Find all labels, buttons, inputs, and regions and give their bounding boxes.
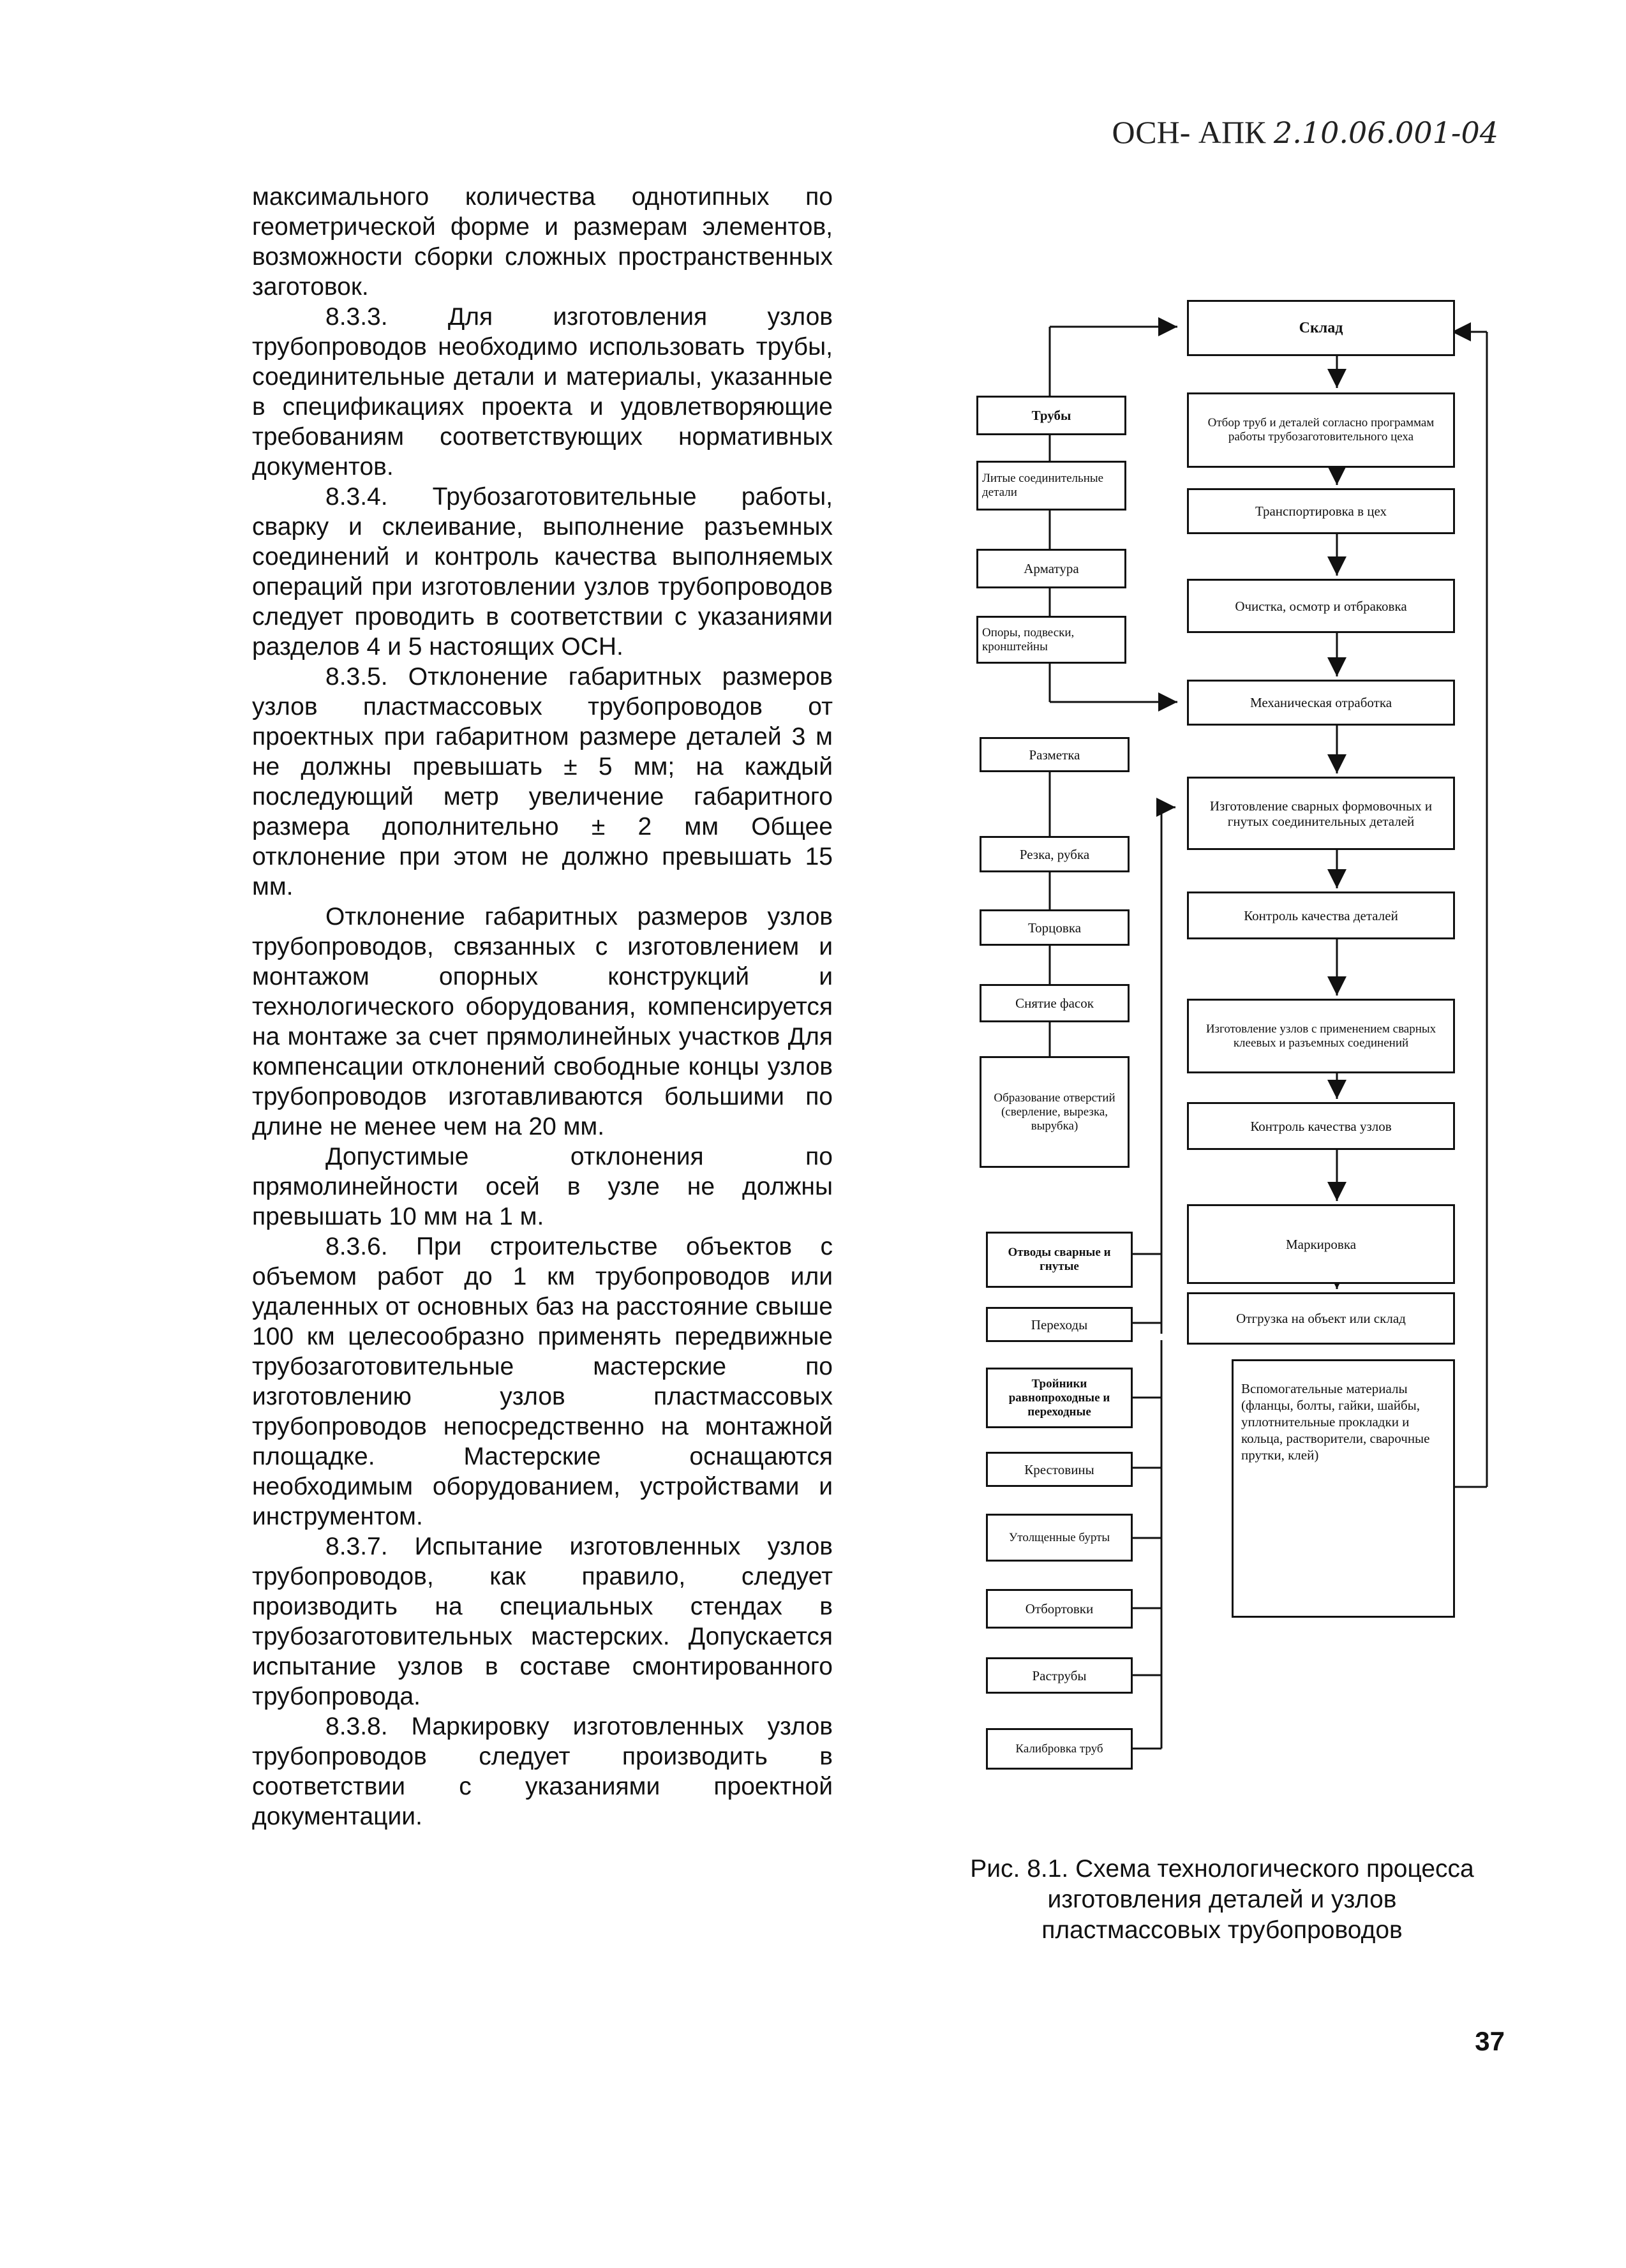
op-marking-box: Разметка <box>980 737 1130 772</box>
op-holes-box: Образование отверстий (сверление, вырезка, вырубка) <box>980 1056 1130 1168</box>
op-cutting-box: Резка, рубка <box>980 836 1130 872</box>
product-tees-box: Тройники равнопроходные и переходные <box>986 1368 1133 1428</box>
marking-box: Маркировка <box>1187 1204 1455 1284</box>
document-code-handwritten: 2.10.06.001-04 <box>1273 116 1498 150</box>
paragraph-deviation-compensation: Отклонение габаритных размеров узлов трубопроводов, связанных с изготовлением и монтажом опорных конструкций и технологического оборудования, компенсируется на монтаже за счет прямолинейных участков Для компенсации отклонений свободные концы узлов трубопроводов изготавливаются большими по длине не менее чем на 20 мм. <box>252 903 833 1140</box>
mechanical-processing-box: Механическая отработка <box>1187 680 1455 726</box>
op-chamfering-box: Снятие фасок <box>980 984 1130 1022</box>
warehouse-box: Склад <box>1187 300 1455 356</box>
paragraph-8-3-3: 8.3.3. Для изготовления узлов трубопроводов необходимо использовать трубы, соединительные детали и материалы, указанные в спецификациях проекта и удовлетворяющие требованиям соответствующих нормативных документов. <box>252 303 833 481</box>
paragraph-8-3-4: 8.3.4. Трубозаготовительные работы, сварку и склеивание, выполнение разъемных соединений и контроль качества выполняемых операций при изготовлении узлов трубопроводов следует проводить в соответствии с указаниями разделов 4 и 5 настоящих ОСН. <box>252 483 833 660</box>
input-valves-box: Арматура <box>976 549 1126 588</box>
body-text-column <box>252 182 833 1832</box>
paragraph-continuation: максимального количества однотипных по геометрической форме и размерам элементов, возможности сборки сложных пространственных заготовок. <box>252 183 833 301</box>
paragraph-8-3-6: 8.3.6. При строительстве объектов с объемом работ до 1 км трубопроводов или удаленных от основных баз на расстояние свыше 100 км целесообразно применять передвижные трубозаготовительные мастерские по изготовлению узлов пластмассовых трубопроводов непосредственно на монтажной площадке. Мастерские оснащаются необходимым оборудованием, устройствами и инструментом. <box>252 1233 833 1530</box>
shipping-box: Отгрузка на объект или склад <box>1187 1292 1455 1345</box>
paragraph-8-3-7: 8.3.7. Испытание изготовленных узлов трубопроводов, как правило, следует производить на специальных стендах в трубозаготовительных мастерских. Допускается испытание узлов в составе смонтированного трубопровода. <box>252 1533 833 1710</box>
paragraph-8-3-8: 8.3.8. Маркировку изготовленных узлов трубопроводов следует производить в соответствии с указаниями проектной документации. <box>252 1713 833 1830</box>
auxiliary-materials-box: Вспомогательные материалы (фланцы, болты, гайки, шайбы, уплотнительные прокладки и кольца, растворители, сварочные прутки, клей) <box>1232 1359 1455 1618</box>
product-sockets-box: Раструбы <box>986 1657 1133 1694</box>
op-facing-box: Торцовка <box>980 909 1130 946</box>
document-code-printed: ОСН- АПК <box>1112 114 1266 150</box>
figure-caption: Рис. 8.1. Схема технологического процесса изготовления деталей и узлов пластмассовых трубопроводов <box>970 1855 1474 1944</box>
paragraph-8-3-5: 8.3.5. Отклонение габаритных размеров узлов пластмассовых трубопроводов от проектных при габаритном размере деталей 3 м не должны превышать ± 5 мм; на каждый последующий метр увеличение габаритного размера дополнительно ± 2 мм Общее отклонение при этом не должно превышать 15 мм. <box>252 663 833 900</box>
input-pipes-box: Трубы <box>976 396 1126 435</box>
product-reducers-box: Переходы <box>986 1307 1133 1342</box>
assembly-manufacturing-box: Изготовление узлов с применением сварных клеевых и разъемных соединений <box>1187 999 1455 1073</box>
input-supports-box: Опоры, подвески, кронштейны <box>976 616 1126 664</box>
product-calibration-box: Калибровка труб <box>986 1728 1133 1770</box>
process-flow-diagram <box>976 294 1506 1774</box>
pipe-selection-box: Отбор труб и деталей согласно программам работы трубозаготовительного цеха <box>1187 392 1455 468</box>
input-cast-fittings-box: Литые соединительные детали <box>976 461 1126 511</box>
inspection-box: Очистка, осмотр и отбраковка <box>1187 579 1455 633</box>
product-flanging-box: Отбортовки <box>986 1589 1133 1629</box>
welded-parts-manufacturing-box: Изготовление сварных формовочных и гнутых соединительных деталей <box>1187 777 1455 850</box>
product-crosses-box: Крестовины <box>986 1452 1133 1487</box>
parts-quality-control-box: Контроль качества деталей <box>1187 892 1455 939</box>
paragraph-straightness: Допустимые отклонения по прямолинейности осей в узле не должны превышать 10 мм на 1 м. <box>252 1143 833 1230</box>
document-code <box>1112 114 1498 151</box>
product-bends-box: Отводы сварные и гнутые <box>986 1232 1133 1288</box>
product-collars-box: Утолщенные бурты <box>986 1514 1133 1562</box>
assembly-quality-control-box: Контроль качества узлов <box>1187 1102 1455 1150</box>
transport-box: Транспортировка в цех <box>1187 488 1455 534</box>
page-number: 37 <box>1475 2026 1505 2056</box>
